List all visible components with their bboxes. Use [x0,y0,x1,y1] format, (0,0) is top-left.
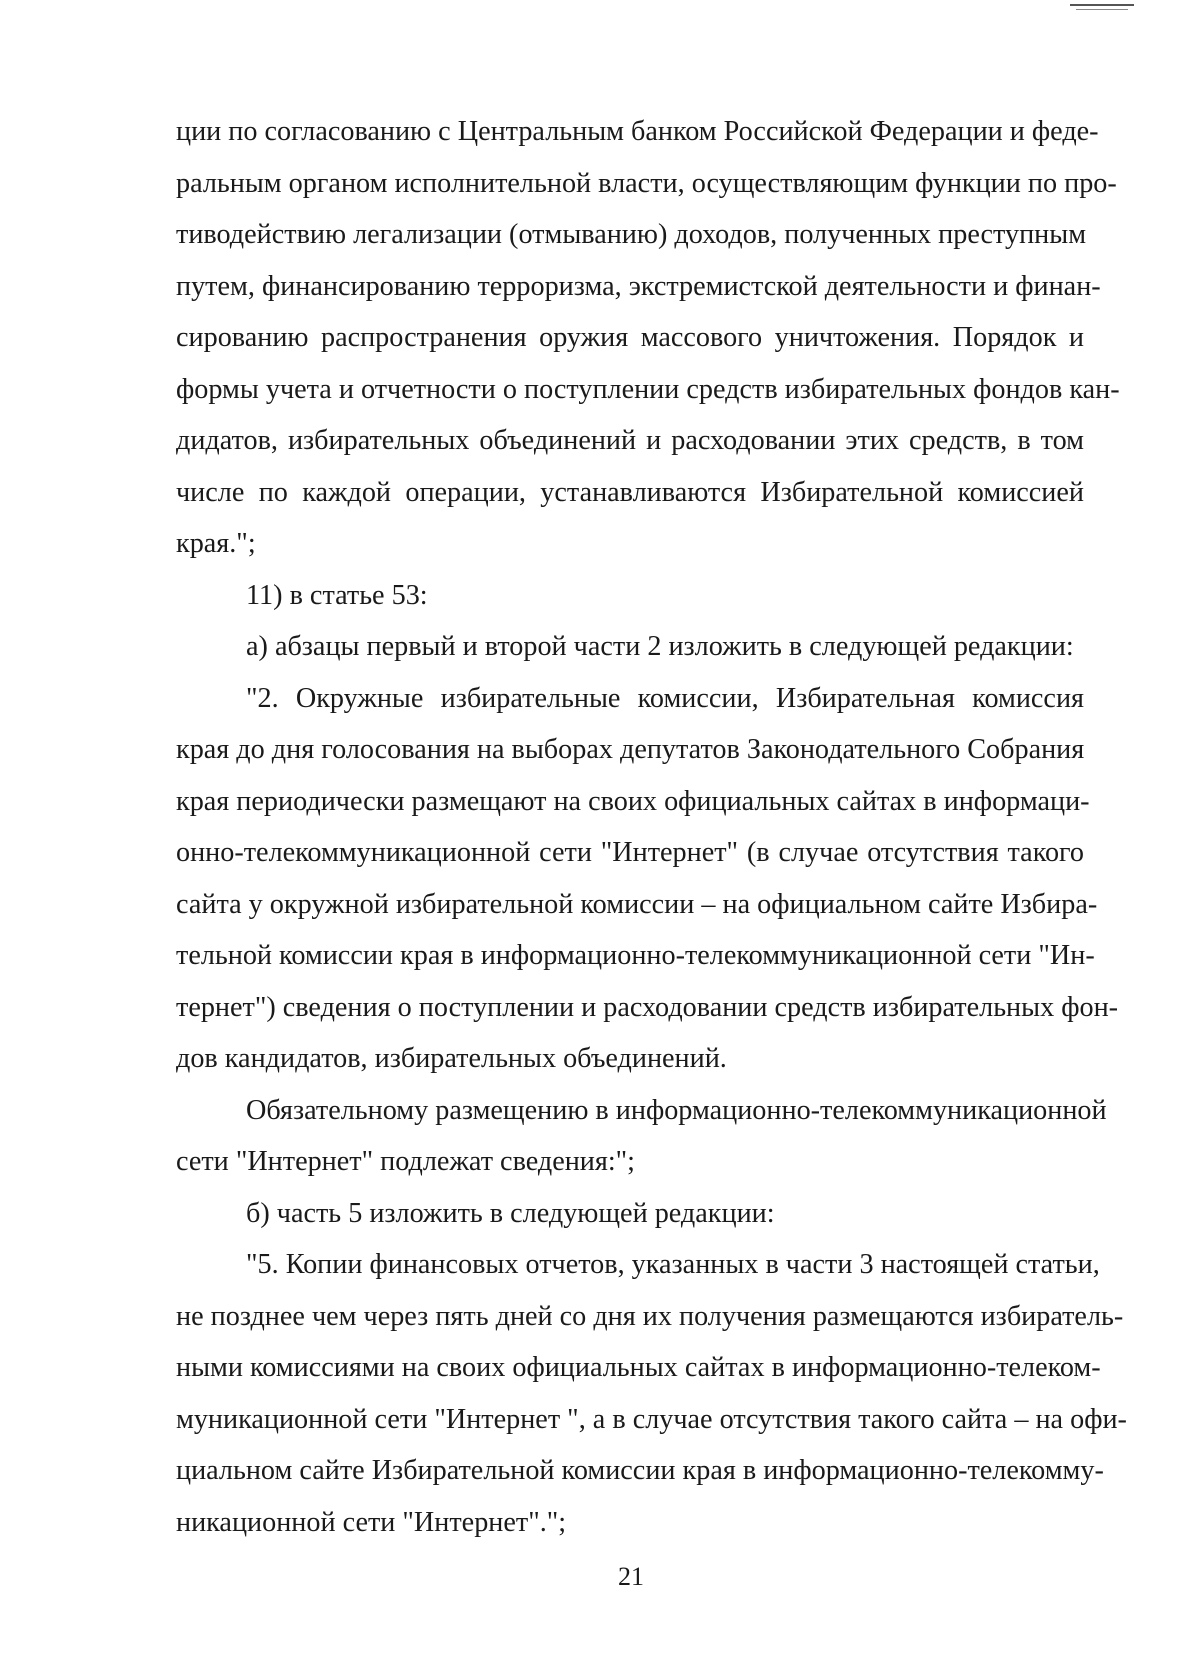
body-line: края."; [176,528,256,559]
body-line: сированию распространения оружия массового уничтожения. Порядок и [176,322,1084,353]
amendment-item-a: а) абзацы первый и второй части 2 изложить в следующей редакции: [246,631,1074,662]
body-line: края до дня голосования на выборах депутатов Законодательного Собрания [176,734,1085,765]
body-line: онно-телекоммуникационной сети "Интернет" (в случае отсутствия такого [176,837,1084,868]
page-number: 21 [618,1562,644,1591]
document-body [176,106,1127,1548]
body-line: числе по каждой операции, устанавливаются Избирательной комиссией [176,476,1084,508]
body-line: ными комиссиями на своих официальных сайтах в информационно-телеком- [176,1352,1101,1383]
body-line: сети "Интернет" подлежат сведения:"; [176,1146,636,1177]
paragraph-start: Обязательному размещению в информационно-телекоммуникационной [246,1094,1107,1126]
body-line: циальном сайте Избирательной комиссии края в информационно-телекомму- [176,1455,1104,1486]
article-heading: 11) в статье 53: [246,579,428,611]
body-line: ральным органом исполнительной власти, осуществляющим функции по про- [176,167,1117,199]
body-line: ции по согласованию с Центральным банком Российской Федерации и феде- [176,116,1099,147]
quoted-part-5-start: "5. Копии финансовых отчетов, указанных в части 3 настоящей статьи, [246,1249,1100,1280]
quoted-part-2-start: "2. Окружные избирательные комиссии, Избирательная комиссия [246,682,1084,714]
body-line: края периодически размещают на своих официальных сайтах в информаци- [176,785,1090,817]
body-line: тельной комиссии края в информационно-телекоммуникационной сети "Ин- [176,940,1095,971]
corner-scan-mark [1070,4,1134,6]
amendment-item-b: б) часть 5 изложить в следующей редакции: [246,1197,775,1229]
body-line: тернет") сведения о поступлении и расходовании средств избирательных фон- [176,991,1119,1023]
body-line: дидатов, избирательных объединений и расходовании этих средств, в том [176,425,1084,456]
body-line: не позднее чем через пять дней со дня их получения размещаются избиратель- [176,1300,1124,1332]
body-line: дов кандидатов, избирательных объединений. [176,1043,727,1074]
body-line: тиводействию легализации (отмыванию) доходов, полученных преступным [176,219,1087,250]
body-line: формы учета и отчетности о поступлении средств избирательных фондов кан- [176,373,1120,405]
body-line: никационной сети "Интернет"."; [176,1506,567,1538]
body-line: путем, финансированию терроризма, экстремистской деятельности и финан- [176,270,1101,302]
body-line: сайта у окружной избирательной комиссии – на официальном сайте Избира- [176,888,1098,920]
body-line: муникационной сети "Интернет ", а в случае отсутствия такого сайта – на офи- [176,1403,1127,1435]
